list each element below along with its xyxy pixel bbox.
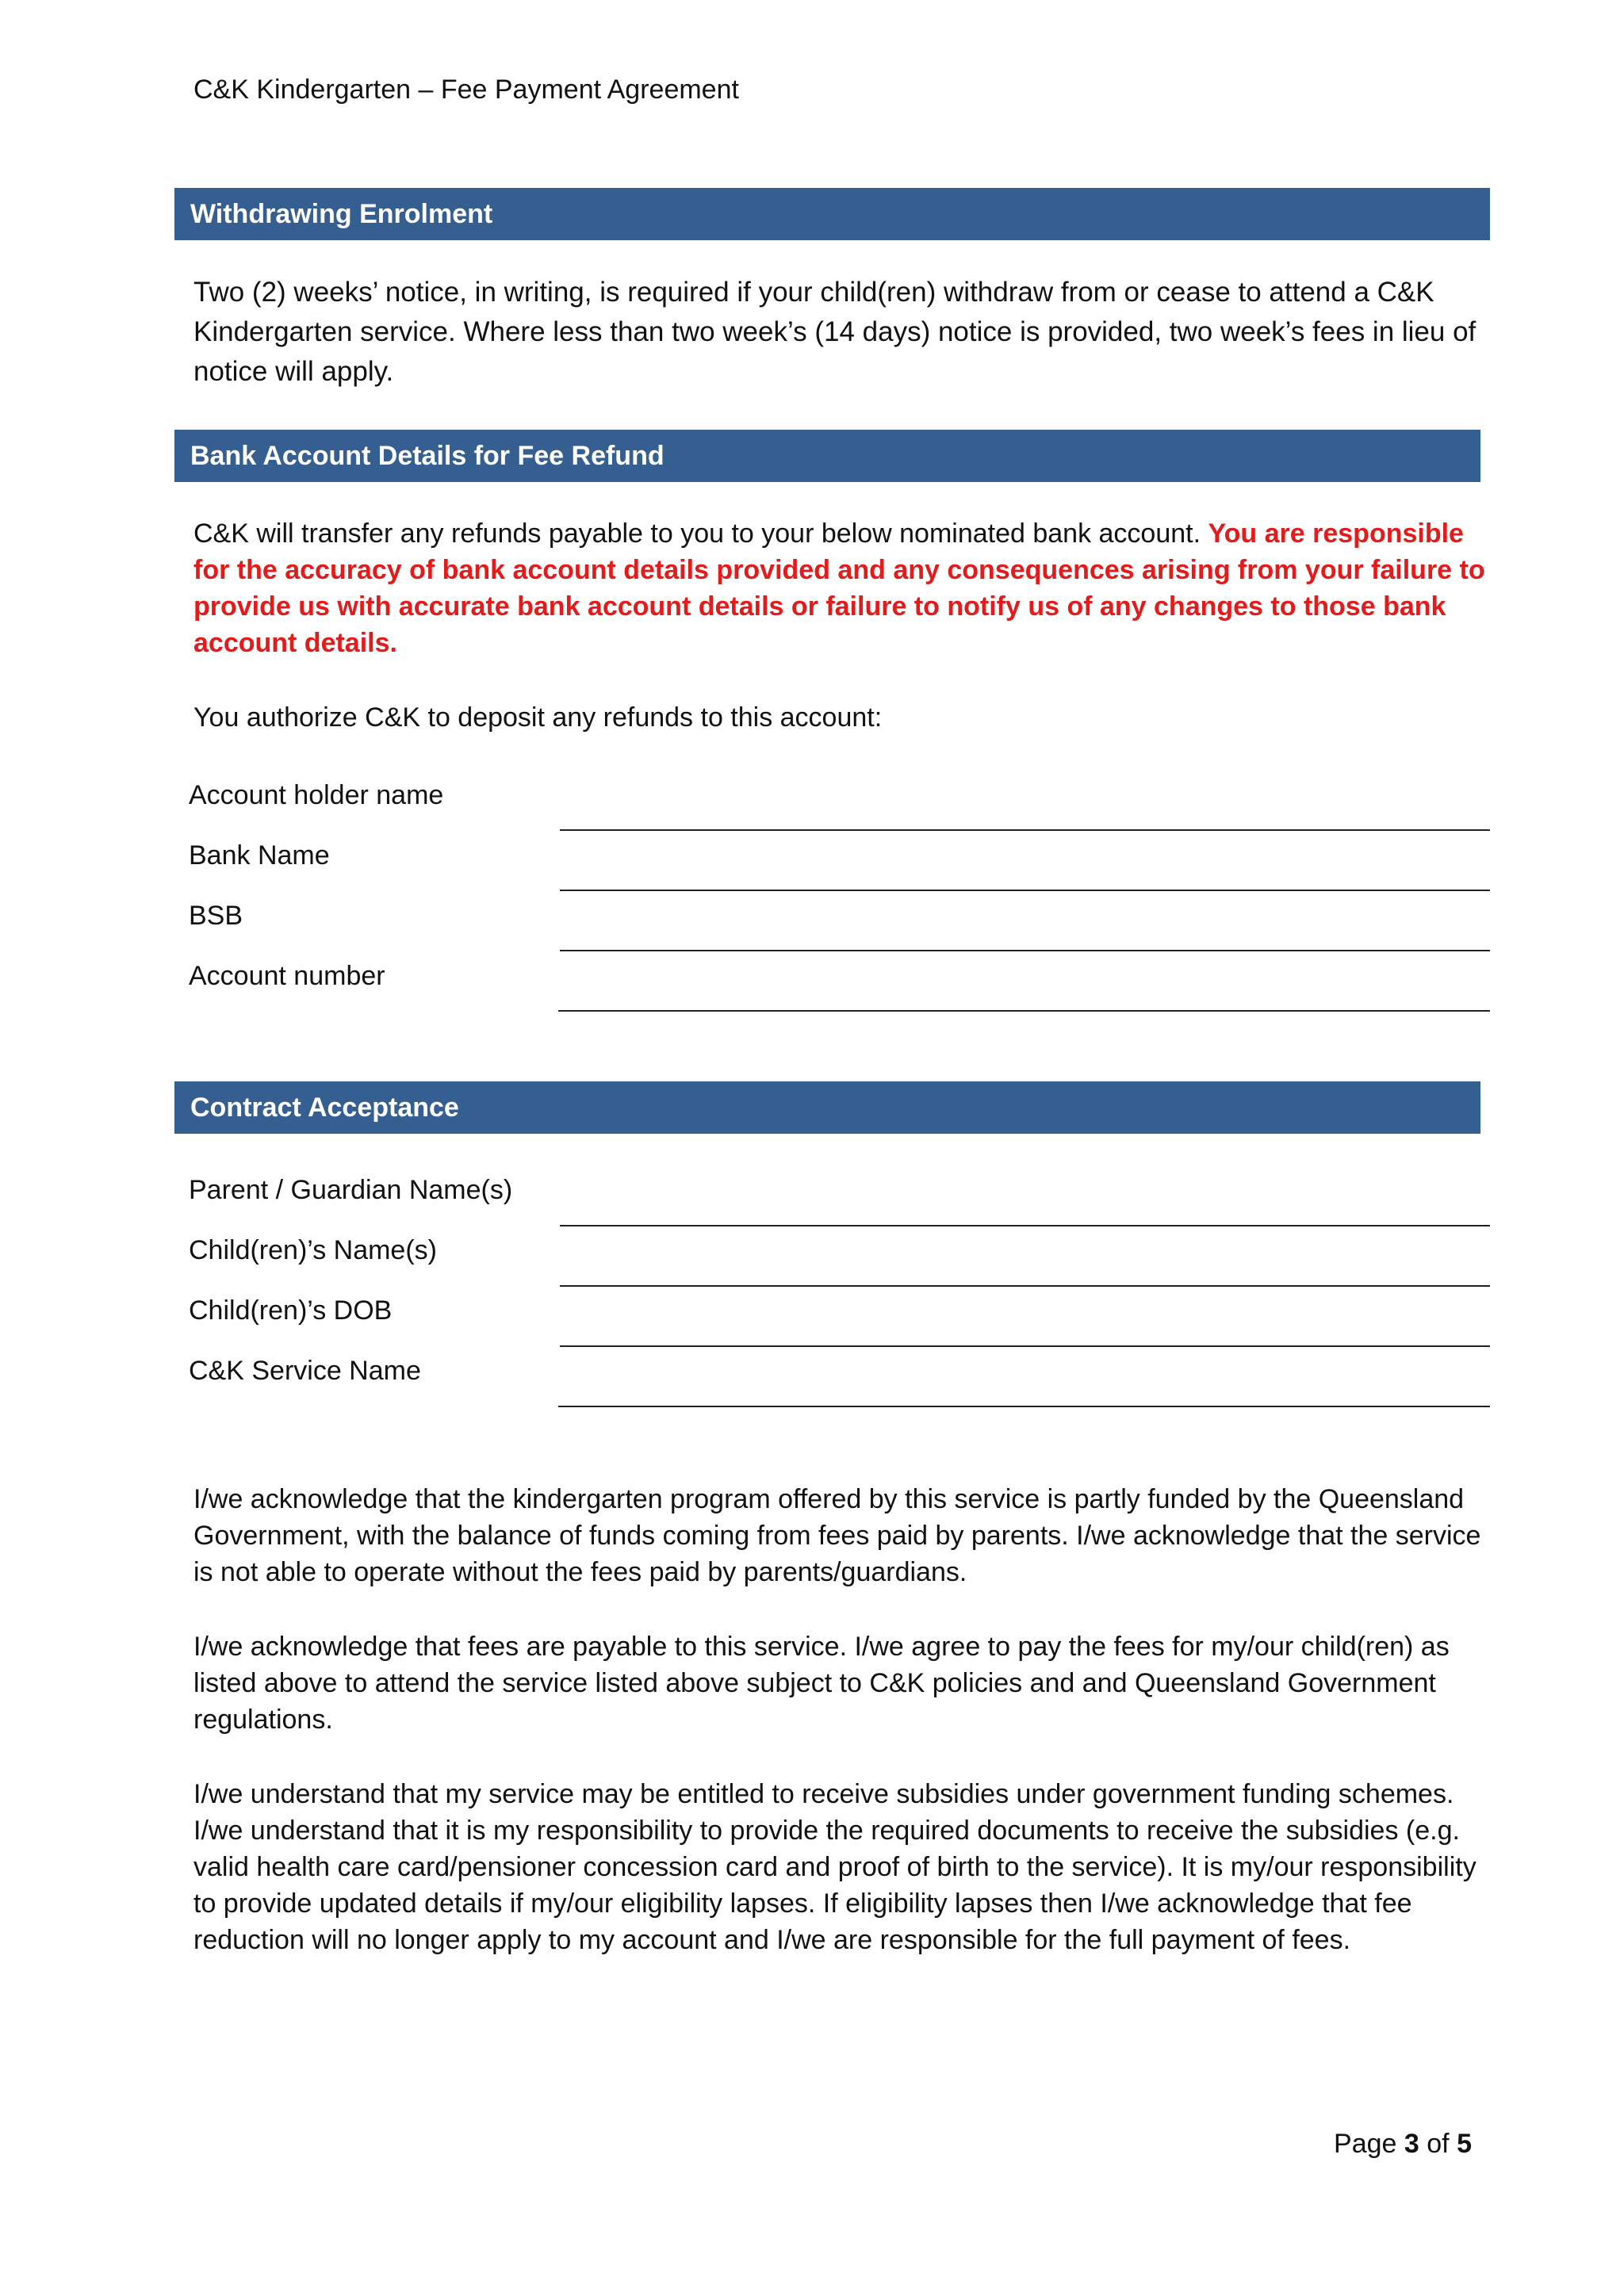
section-heading-withdrawing: Withdrawing Enrolment <box>174 188 1490 240</box>
withdrawing-notice-text: Two (2) weeks’ notice, in writing, is required if your child(ren) withdraw from or cease to attend a C&K Kindergarten service. Where less than two week’s (14 days) notice is provided, two week’s fees in lieu of notice will apply. <box>193 277 1477 387</box>
bank-name-field[interactable] <box>560 890 1490 891</box>
account-number-label: Account number <box>189 961 385 991</box>
parent-guardian-name-label: Parent / Guardian Name(s) <box>189 1175 513 1205</box>
parent-guardian-name-field[interactable] <box>560 1225 1490 1226</box>
acknowledgement-fees: I/we acknowledge that fees are payable to this service. I/we agree to pay the fees for my/our child(ren) as listed above to attend the service listed above subject to C&K policies and and Queensland Government regulations. <box>193 1632 1450 1735</box>
acknowledgement-funding: I/we acknowledge that the kindergarten program offered by this service is partly funded by the Queensland Government, with the balance of funds coming from fees paid by parents. I/we acknowledge that the service is not able to operate without the fees paid by parents/guardians. <box>193 1484 1481 1587</box>
bsb-field[interactable] <box>560 950 1490 951</box>
page-current: 3 <box>1404 2129 1419 2159</box>
child-dob-field[interactable] <box>560 1345 1490 1347</box>
child-dob-label: Child(ren)’s DOB <box>189 1295 393 1326</box>
refund-warning-text: You are responsible for the accuracy of bank account details provided and any consequences arising from your failure to provide us with accurate bank account details or failure to notify us of any changes to those bank account details. <box>193 519 1485 658</box>
acknowledgement-subsidies: I/we understand that my service may be entitled to receive subsidies under government funding schemes. I/we understand that it is my responsibility to provide the required documents to receive the subsidies (e.g. valid health care card/pensioner concession card and proof of birth to the service). It is my/our responsibility to provide updated details if my/our eligibility lapses. If eligibility lapses then I/we acknowledge that fee reduction will no longer apply to my account and I/we are responsible for the full payment of fees. <box>193 1779 1477 1955</box>
child-name-label: Child(ren)’s Name(s) <box>189 1235 437 1265</box>
service-name-field[interactable] <box>558 1406 1490 1407</box>
bank-name-label: Bank Name <box>189 840 330 871</box>
service-name-label: C&K Service Name <box>189 1356 421 1386</box>
document-title: C&K Kindergarten – Fee Payment Agreement <box>193 75 739 105</box>
child-name-field[interactable] <box>560 1285 1490 1287</box>
bsb-label: BSB <box>189 901 243 931</box>
section-heading-contract: Contract Acceptance <box>174 1081 1480 1134</box>
page-number <box>1334 2129 1472 2160</box>
page-of-word: of <box>1419 2129 1457 2159</box>
page-total: 5 <box>1457 2129 1472 2159</box>
page-word: Page <box>1334 2129 1404 2159</box>
authorize-text: You authorize C&K to deposit any refunds to this account: <box>193 702 883 733</box>
refund-intro-text: C&K will transfer any refunds payable to you to your below nominated bank account. <box>193 519 1208 549</box>
account-holder-name-label: Account holder name <box>189 780 444 810</box>
account-number-field[interactable] <box>558 1010 1490 1012</box>
account-holder-name-field[interactable] <box>560 829 1490 831</box>
refund-paragraph <box>193 515 1494 661</box>
section-heading-bank: Bank Account Details for Fee Refund <box>174 430 1480 482</box>
